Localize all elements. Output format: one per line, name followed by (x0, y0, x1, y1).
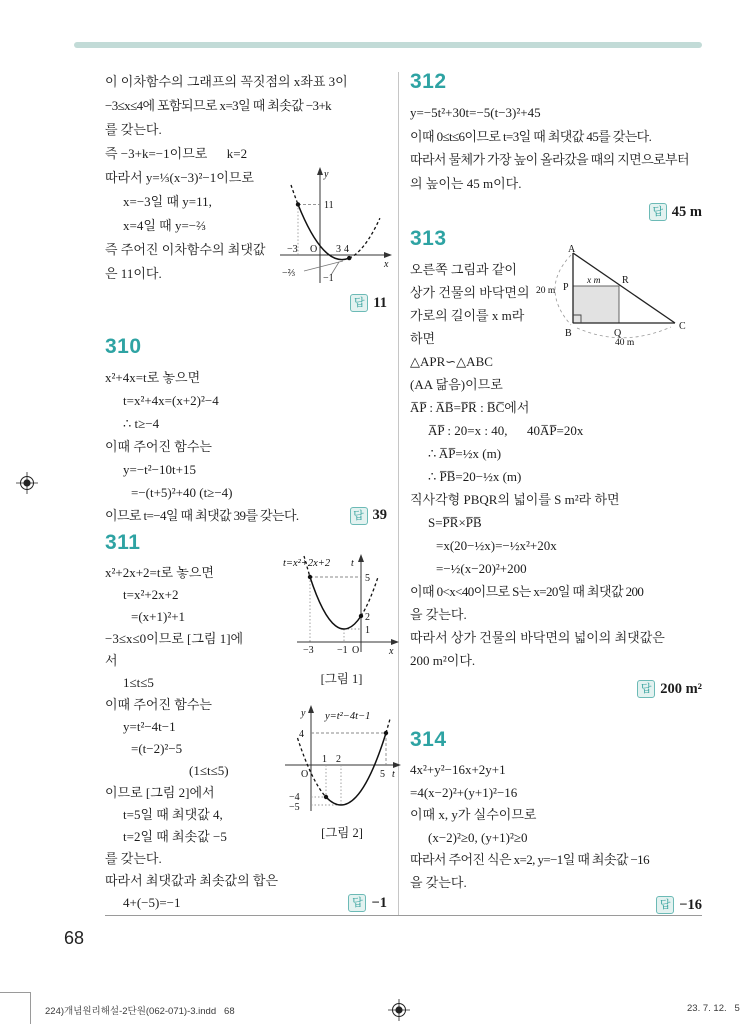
axis-label: x (384, 259, 389, 270)
solution-line: x²+4x=t로 놓으면 (105, 370, 201, 385)
tick-label: −1 (337, 645, 348, 656)
solution-line: 직사각형 PBQR의 넓이를 S m²라 하면 (410, 492, 620, 507)
answer-value: 11 (373, 294, 387, 311)
solution-line: 따라서 상가 건물의 바닥면의 넓이의 최댓값은 (410, 630, 665, 645)
pointer-line (304, 261, 343, 271)
solution-line: 이 이차함수의 그래프의 꼭짓점의 x좌표 3이 (105, 74, 348, 89)
tick-label: −5 (289, 802, 300, 813)
solution-line: ∴ t≥−4 (123, 416, 160, 431)
registration-mark-bottom (388, 999, 410, 1021)
section-309-continued (105, 70, 387, 312)
solution-line: A̅P̅ : 20=x : 40, 40A̅P̅=20x (428, 423, 584, 438)
solution-line: 가로의 길이를 x m라 (410, 308, 525, 323)
solution-line: t=2일 때 최솟값 −5 (123, 829, 227, 844)
solution-line: 서 (105, 653, 118, 668)
tick-label: 2 (336, 754, 341, 765)
solution-line: =−(t+5)²+40 (t≥−4) (131, 485, 233, 500)
solution-line: 의 높이는 45 m이다. (410, 175, 522, 191)
solution-line: =x(20−½x)=−½x²+20x (436, 538, 557, 553)
solution-line: S=P̅R̅×P̅B̅ (428, 515, 482, 530)
solution-line: t=x²+2x+2 (123, 587, 179, 602)
section-310 (105, 335, 387, 527)
answer-value: 200 m² (660, 680, 702, 697)
section-312 (410, 70, 702, 221)
answer-badge (350, 507, 388, 525)
axis-label: t (392, 769, 395, 780)
arc-40m (577, 327, 671, 338)
answer-row (410, 680, 702, 698)
answer-label: 답 (348, 894, 366, 912)
axis-label: x (389, 646, 394, 657)
figure-1 (283, 552, 400, 687)
page-number: 68 (64, 928, 85, 948)
axis-label: y (324, 169, 329, 180)
solution-line: 상가 건물의 바닥면의 (410, 285, 530, 300)
answer-badge (350, 294, 387, 312)
tick-label: 4 (344, 244, 349, 255)
solution-line: 따라서 최댓값과 최솟값의 합은 (105, 873, 279, 888)
solution-line: 이때 0<x<40이므로 S는 x=20일 때 최댓값 200 (410, 584, 644, 599)
point-dot (347, 256, 351, 260)
solution-line: =(t−2)²−5 (131, 741, 183, 756)
solution-line: 따라서 y=⅓(x−3)²−1이므로 (105, 170, 254, 185)
solution-line: 따라서 주어진 식은 x=2, y=−1일 때 최솟값 −16 (410, 852, 649, 867)
tick-label: −4 (289, 792, 300, 803)
solution-line: ∴ P̅B̅=20−½x (m) (428, 469, 522, 484)
origin-label: O (352, 645, 360, 656)
solution-line: 즉 주어진 이차함수의 최댓값 (105, 242, 266, 257)
answer-value: 45 m (671, 203, 702, 220)
answer-value: −16 (679, 896, 702, 913)
footer-datestamp: 23. 7. 12. 5 (687, 1003, 740, 1014)
y-axis-arrow (308, 705, 314, 713)
answer-badge (637, 680, 702, 698)
tick-label: −1 (323, 273, 334, 284)
crop-mark-vertical (30, 992, 31, 1024)
problem-number-312: 312 (410, 70, 447, 93)
tick-label: 4 (299, 729, 304, 740)
point-dot (308, 575, 312, 579)
section-314 (410, 728, 702, 914)
solution-line: 을 갖는다. (410, 874, 467, 890)
answer-label: 답 (649, 203, 667, 221)
curve-equation: t=x²+2x+2 (283, 558, 331, 569)
curve-solid (326, 733, 386, 805)
solution-line: 1≤t≤5 (123, 675, 154, 690)
curve-solid (298, 204, 349, 259)
graph-fig1 (283, 552, 400, 662)
tick-label: 1 (322, 754, 327, 765)
answer-value: 39 (372, 507, 387, 523)
graph-fig2 (281, 703, 403, 816)
solution-line: 를 갖는다. (105, 122, 162, 137)
tick-label: −3 (287, 244, 298, 255)
x-axis-arrow (391, 639, 399, 645)
dimension-x: x m (587, 276, 601, 286)
solution-line: 따라서 물체가 가장 높이 올라갔을 때의 지면으로부터 (410, 152, 689, 167)
point-dot (359, 614, 363, 618)
axis-label: y (301, 708, 306, 719)
solution-line: 200 m²이다. (410, 653, 476, 668)
section-313 (410, 227, 702, 698)
vertex-label-B: B (565, 328, 572, 339)
solution-line: =(x+1)²+1 (131, 609, 186, 624)
solution-line: ∴ A̅P̅=½x (m) (428, 446, 502, 461)
crop-mark-horizontal (0, 992, 30, 993)
answer-badge (348, 894, 387, 912)
vertex-label-Q: Q (614, 328, 622, 339)
content-bottom-rule (105, 915, 702, 916)
tick-label: −⅔ (282, 268, 296, 279)
solution-line: y=−5t²+30t=−5(t−3)²+45 (410, 105, 541, 120)
solution-line: t=x²+4x=(x+2)²−4 (123, 393, 219, 408)
section-311 (105, 531, 395, 914)
figure-caption: [그림 2] (321, 826, 363, 840)
answer-row (410, 896, 702, 914)
answer-row (105, 294, 387, 312)
dimension-20m: 20 m (536, 286, 556, 296)
solution-line: =4(x−2)²+(y+1)²−16 (410, 784, 518, 800)
solution-line: 이므로 t=−4일 때 최댓값 39를 갖는다. (105, 508, 299, 523)
dimension-40m: 40 m (615, 338, 635, 348)
top-accent-bar (74, 42, 702, 48)
vertex-label-C: C (679, 321, 686, 332)
solution-line: (1≤t≤5) (189, 763, 229, 778)
answer-label: 답 (350, 294, 368, 312)
solution-line: 즉 −3+k=−1이므로 k=2 (105, 146, 248, 161)
point-dot (296, 202, 300, 206)
answer-label: 답 (350, 507, 368, 525)
answer-badge (649, 203, 702, 221)
solution-line: 이때 주어진 함수는 (105, 697, 212, 712)
problem-number-314: 314 (410, 728, 447, 751)
graph-parabola-309 (278, 163, 395, 291)
solution-line: y=t²−4t−1 (123, 719, 176, 734)
tick-label: 1 (365, 625, 370, 636)
axis-label: t (351, 558, 354, 569)
t-axis-arrow (393, 762, 401, 768)
answer-row (105, 504, 387, 527)
solution-line: x=−3일 때 y=11, (123, 194, 212, 209)
answer-row (105, 892, 387, 914)
t-axis-arrow (358, 554, 364, 562)
solution-line: A̅P̅ : A̅B̅=P̅R̅ : B̅C̅에서 (410, 400, 530, 415)
curve-solid (310, 577, 361, 629)
tick-label: 5 (365, 573, 370, 584)
registration-mark-left (16, 472, 38, 494)
solution-line: 이때 0≤t≤6이므로 t=3일 때 최댓값 45를 갖는다. (410, 128, 652, 144)
tick-label: −3 (303, 645, 314, 656)
tick-label: 3 (336, 244, 341, 255)
problem-number-313: 313 (410, 227, 447, 250)
answer-badge (656, 896, 702, 914)
solution-line: (AA 닮음)이므로 (410, 377, 503, 392)
solution-line: 은 11이다. (105, 266, 162, 281)
solution-line: x=4일 때 y=−⅔ (123, 218, 206, 233)
diagram-building-triangle (535, 245, 700, 349)
x-axis-arrow (384, 252, 392, 258)
vertex-label-R: R (622, 275, 629, 286)
origin-label: O (301, 769, 309, 780)
solution-line: t=5일 때 최댓값 4, (123, 807, 223, 822)
solution-line: =−½(x−20)²+200 (436, 561, 527, 576)
solution-line: −3≤x≤4에 포함되므로 x=3일 때 최솟값 −3+k (105, 98, 332, 113)
footer-imprint: 224)개념원리해설-2단원(062-071)-3.indd 68 (45, 1006, 235, 1017)
figure-caption: [그림 1] (320, 672, 363, 686)
y-axis-arrow (317, 167, 323, 175)
solution-line: (x−2)²≥0, (y+1)²≥0 (428, 829, 528, 845)
curve-equation: y=t²−4t−1 (325, 711, 371, 722)
point-dot (384, 731, 388, 735)
vertex-label-A: A (568, 245, 576, 255)
answer-label: 답 (637, 680, 655, 698)
point-dot (324, 795, 328, 799)
tick-label: 11 (324, 200, 334, 211)
solution-line: 오른쪽 그림과 같이 (410, 262, 517, 277)
solution-line: −3≤x≤0이므로 [그림 1]에 (105, 631, 244, 646)
tick-label: 5 (380, 769, 385, 780)
origin-label: O (310, 244, 318, 255)
solution-line: y=−t²−10t+15 (123, 462, 196, 477)
answer-label: 답 (656, 896, 674, 914)
rectangle-PBQR (573, 286, 619, 323)
solution-line: △APR∽△ABC (410, 354, 493, 369)
solution-line: 4+(−5)=−1 (123, 895, 181, 910)
solution-line: 이때 주어진 함수는 (105, 439, 212, 454)
curve-dashed (291, 185, 298, 204)
solution-line: 하면 (410, 331, 436, 346)
solution-line: 를 갖는다. (105, 851, 162, 866)
solution-line: 이때 x, y가 실수이므로 (410, 807, 537, 822)
curve-dashed (349, 218, 380, 258)
tick-label: 2 (365, 612, 370, 623)
solution-line: 이므로 [그림 2]에서 (105, 785, 215, 800)
solution-line: 을 갖는다. (410, 607, 467, 622)
vertex-label-P: P (563, 282, 569, 293)
solution-line: x²+2x+2=t로 놓으면 (105, 565, 214, 580)
solution-line: 4x²+y²−16x+2y+1 (410, 762, 506, 777)
answer-row (410, 203, 702, 221)
problem-number-311: 311 (105, 531, 141, 554)
curve-dashed (298, 738, 327, 797)
figure-2 (281, 703, 403, 841)
answer-value: −1 (371, 894, 387, 911)
problem-number-310: 310 (105, 335, 142, 358)
